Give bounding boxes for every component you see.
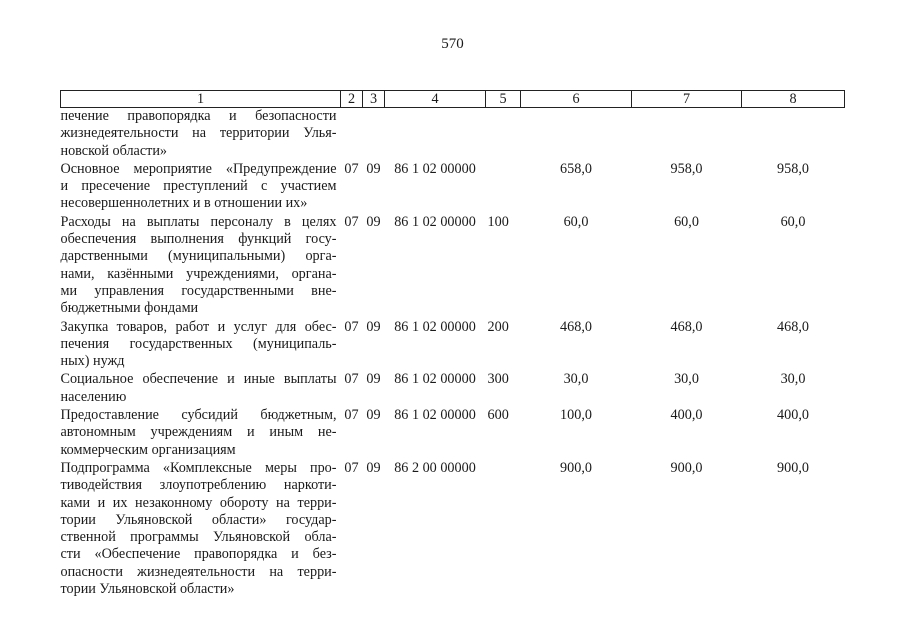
amount-col-7-cell: 900,0 (670, 459, 703, 476)
amount-col-6-cell: 30,0 (563, 371, 589, 388)
row-name-line: Предоставление субсидий бюджетным, (60, 407, 337, 424)
row-name-line: ственной программы Ульяновской обла- (60, 529, 337, 546)
amount-col-6-cell (521, 108, 632, 161)
row-name-line: ками и их незаконному обороту на терри- (60, 494, 337, 511)
header-col-5: 5 (486, 91, 521, 108)
expense-type-cell: 300 (487, 371, 509, 388)
row-name-line: населению (60, 388, 127, 405)
page-number: 570 (441, 36, 464, 52)
table-row (61, 108, 845, 161)
amount-col-7-cell: 468,0 (670, 318, 703, 335)
amount-col-7-cell: 30,0 (674, 371, 699, 388)
row-name-line: ми управления государственными вне- (60, 282, 337, 299)
amount-col-6-cell: 60,0 (563, 213, 589, 230)
table-row (61, 371, 845, 407)
subsection-code-cell (363, 108, 385, 161)
row-name-cell (61, 407, 341, 460)
expense-type-cell (486, 108, 521, 161)
header-col-1: 1 (61, 91, 341, 108)
target-article-cell: 86 1 02 00000 (394, 160, 476, 177)
target-article-cell: 86 1 02 00000 (394, 371, 476, 388)
row-name-line: коммерческим организациям (60, 441, 236, 458)
amount-col-8-cell: 30,0 (780, 371, 806, 388)
row-name-line: бюджетными фондами (60, 300, 199, 317)
row-name-line: нами, казёнными учреждениями, органа- (60, 265, 337, 282)
budget-table (60, 90, 845, 599)
section-code-cell: 07 (344, 407, 359, 424)
section-code-cell (341, 108, 363, 161)
table-row (61, 214, 845, 319)
header-col-6: 6 (521, 91, 632, 108)
amount-col-7-cell: 400,0 (670, 407, 703, 424)
amount-col-8-cell: 958,0 (777, 160, 809, 177)
amount-col-8-cell: 900,0 (777, 459, 809, 476)
row-name-line: дарственными (муниципальными) орга- (60, 248, 337, 265)
row-name-line: новской области» (60, 142, 168, 159)
row-name-line: Закупка товаров, работ и услуг для обес- (60, 318, 337, 335)
row-name-line: Основное мероприятие «Предупреждение (60, 160, 337, 177)
amount-col-8-cell: 468,0 (777, 318, 809, 335)
header-col-7: 7 (632, 91, 742, 108)
row-name-cell (61, 319, 341, 372)
subsection-code-cell: 09 (366, 459, 381, 476)
header-col-4: 4 (385, 91, 486, 108)
row-name-line: тории Ульяновской области» государ- (60, 511, 337, 528)
amount-col-7-cell (632, 108, 742, 161)
row-name-line: Расходы на выплаты персоналу в целях (60, 213, 337, 230)
target-article-cell: 86 1 02 00000 (394, 318, 476, 335)
expense-type-cell: 200 (487, 318, 509, 335)
target-article-cell: 86 1 02 00000 (394, 213, 476, 230)
row-name-line: сти «Обеспечение правопорядка и без- (60, 546, 337, 563)
row-name-line: несовершеннолетних и в отношении их» (60, 195, 308, 212)
amount-col-6-cell: 658,0 (560, 160, 592, 177)
section-code-cell: 07 (344, 213, 359, 230)
row-name-line: жизнедеятельности на территории Улья- (60, 125, 337, 142)
row-name-line: ных) нужд (60, 353, 125, 370)
subsection-code-cell: 09 (366, 318, 381, 335)
expense-type-cell: 600 (487, 407, 509, 424)
row-name-line: печение правопорядка и безопасности (60, 108, 337, 124)
row-name-line: автономным учреждениям и иным не- (60, 424, 337, 441)
amount-col-8-cell (742, 108, 845, 161)
row-name-cell (61, 371, 341, 407)
table-body (61, 108, 845, 600)
amount-col-7-cell: 60,0 (674, 213, 699, 230)
amount-col-6-cell: 468,0 (560, 318, 592, 335)
row-name-line: тории Ульяновской области» (60, 581, 235, 598)
subsection-code-cell: 09 (366, 371, 381, 388)
row-name-cell (61, 460, 341, 599)
row-name-line: и пресечение преступлений с участием (60, 178, 337, 195)
row-name-cell (61, 108, 341, 161)
table-row (61, 460, 845, 599)
subsection-code-cell: 09 (366, 213, 381, 230)
amount-col-7-cell: 958,0 (670, 160, 703, 177)
expense-type-cell: 100 (487, 213, 509, 230)
target-article-cell: 86 2 00 00000 (394, 459, 476, 476)
row-name-line: обеспечения выполнения функций госу- (60, 231, 337, 248)
section-code-cell: 07 (344, 459, 359, 476)
row-name-line: опасности жизнедеятельности на терри- (60, 563, 337, 580)
expense-type-cell (486, 161, 521, 214)
table-row (61, 319, 845, 372)
row-name-line: печения государственных (муниципаль- (60, 335, 337, 352)
row-name-line: Подпрограмма «Комплексные меры про- (60, 459, 337, 476)
section-code-cell: 07 (344, 318, 359, 335)
row-name-line: Социальное обеспечение и иные выплаты (60, 371, 337, 388)
header-col-8: 8 (742, 91, 845, 108)
amount-col-6-cell: 900,0 (560, 459, 592, 476)
section-code-cell: 07 (344, 160, 359, 177)
subsection-code-cell: 09 (366, 160, 381, 177)
amount-col-8-cell: 400,0 (777, 407, 809, 424)
amount-col-8-cell: 60,0 (780, 213, 806, 230)
amount-col-6-cell: 100,0 (560, 407, 592, 424)
row-name-line: тиводействия злоупотреблению наркоти- (60, 477, 337, 494)
row-name-cell (61, 161, 341, 214)
expense-type-cell (486, 460, 521, 599)
table-row (61, 161, 845, 214)
header-col-2: 2 (341, 91, 363, 108)
table-row (61, 407, 845, 460)
section-code-cell: 07 (344, 371, 359, 388)
target-article-cell: 86 1 02 00000 (394, 407, 476, 424)
table-header-row (61, 91, 845, 108)
header-col-3: 3 (363, 91, 385, 108)
row-name-cell (61, 214, 341, 319)
subsection-code-cell: 09 (366, 407, 381, 424)
target-article-cell (385, 108, 486, 161)
